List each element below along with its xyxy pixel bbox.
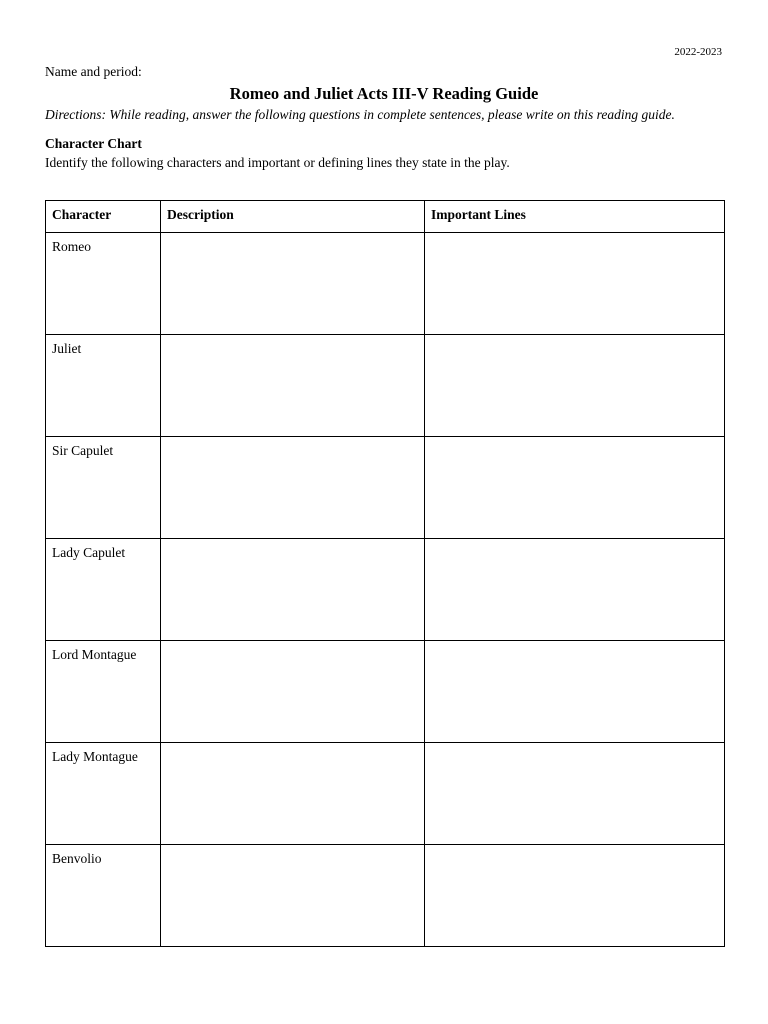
character-cell: Sir Capulet xyxy=(46,437,161,539)
character-cell: Benvolio xyxy=(46,845,161,947)
character-cell: Lady Montague xyxy=(46,743,161,845)
description-cell[interactable] xyxy=(161,233,425,335)
table-row xyxy=(46,539,725,641)
table-row xyxy=(46,845,725,947)
description-cell[interactable] xyxy=(161,743,425,845)
important-lines-cell[interactable] xyxy=(425,743,725,845)
description-cell[interactable] xyxy=(161,539,425,641)
important-lines-cell[interactable] xyxy=(425,233,725,335)
character-cell: Lady Capulet xyxy=(46,539,161,641)
character-cell: Juliet xyxy=(46,335,161,437)
important-lines-cell[interactable] xyxy=(425,641,725,743)
page-title: Romeo and Juliet Acts III-V Reading Guide xyxy=(229,84,539,103)
section-instructions: Identify the following characters and important or defining lines they state in the play. xyxy=(45,155,510,170)
column-header-character: Character xyxy=(46,201,161,233)
character-cell: Lord Montague xyxy=(46,641,161,743)
table-row xyxy=(46,233,725,335)
table-row xyxy=(46,335,725,437)
directions-text: Directions: While reading, answer the following questions in complete sentences, please write on this reading guide. xyxy=(45,107,675,122)
table-row xyxy=(46,641,725,743)
important-lines-cell[interactable] xyxy=(425,845,725,947)
school-year: 2022-2023 xyxy=(674,46,722,58)
table-header-row xyxy=(46,201,725,233)
description-cell[interactable] xyxy=(161,641,425,743)
important-lines-cell[interactable] xyxy=(425,437,725,539)
section-heading: Character Chart xyxy=(45,136,142,151)
name-period-label: Name and period: xyxy=(45,64,142,79)
table-row xyxy=(46,437,725,539)
character-cell: Romeo xyxy=(46,233,161,335)
important-lines-cell[interactable] xyxy=(425,335,725,437)
column-header-description: Description xyxy=(161,201,425,233)
description-cell[interactable] xyxy=(161,845,425,947)
description-cell[interactable] xyxy=(161,437,425,539)
description-cell[interactable] xyxy=(161,335,425,437)
table-row xyxy=(46,743,725,845)
character-chart-table xyxy=(45,200,725,947)
column-header-important-lines: Important Lines xyxy=(425,201,725,233)
important-lines-cell[interactable] xyxy=(425,539,725,641)
